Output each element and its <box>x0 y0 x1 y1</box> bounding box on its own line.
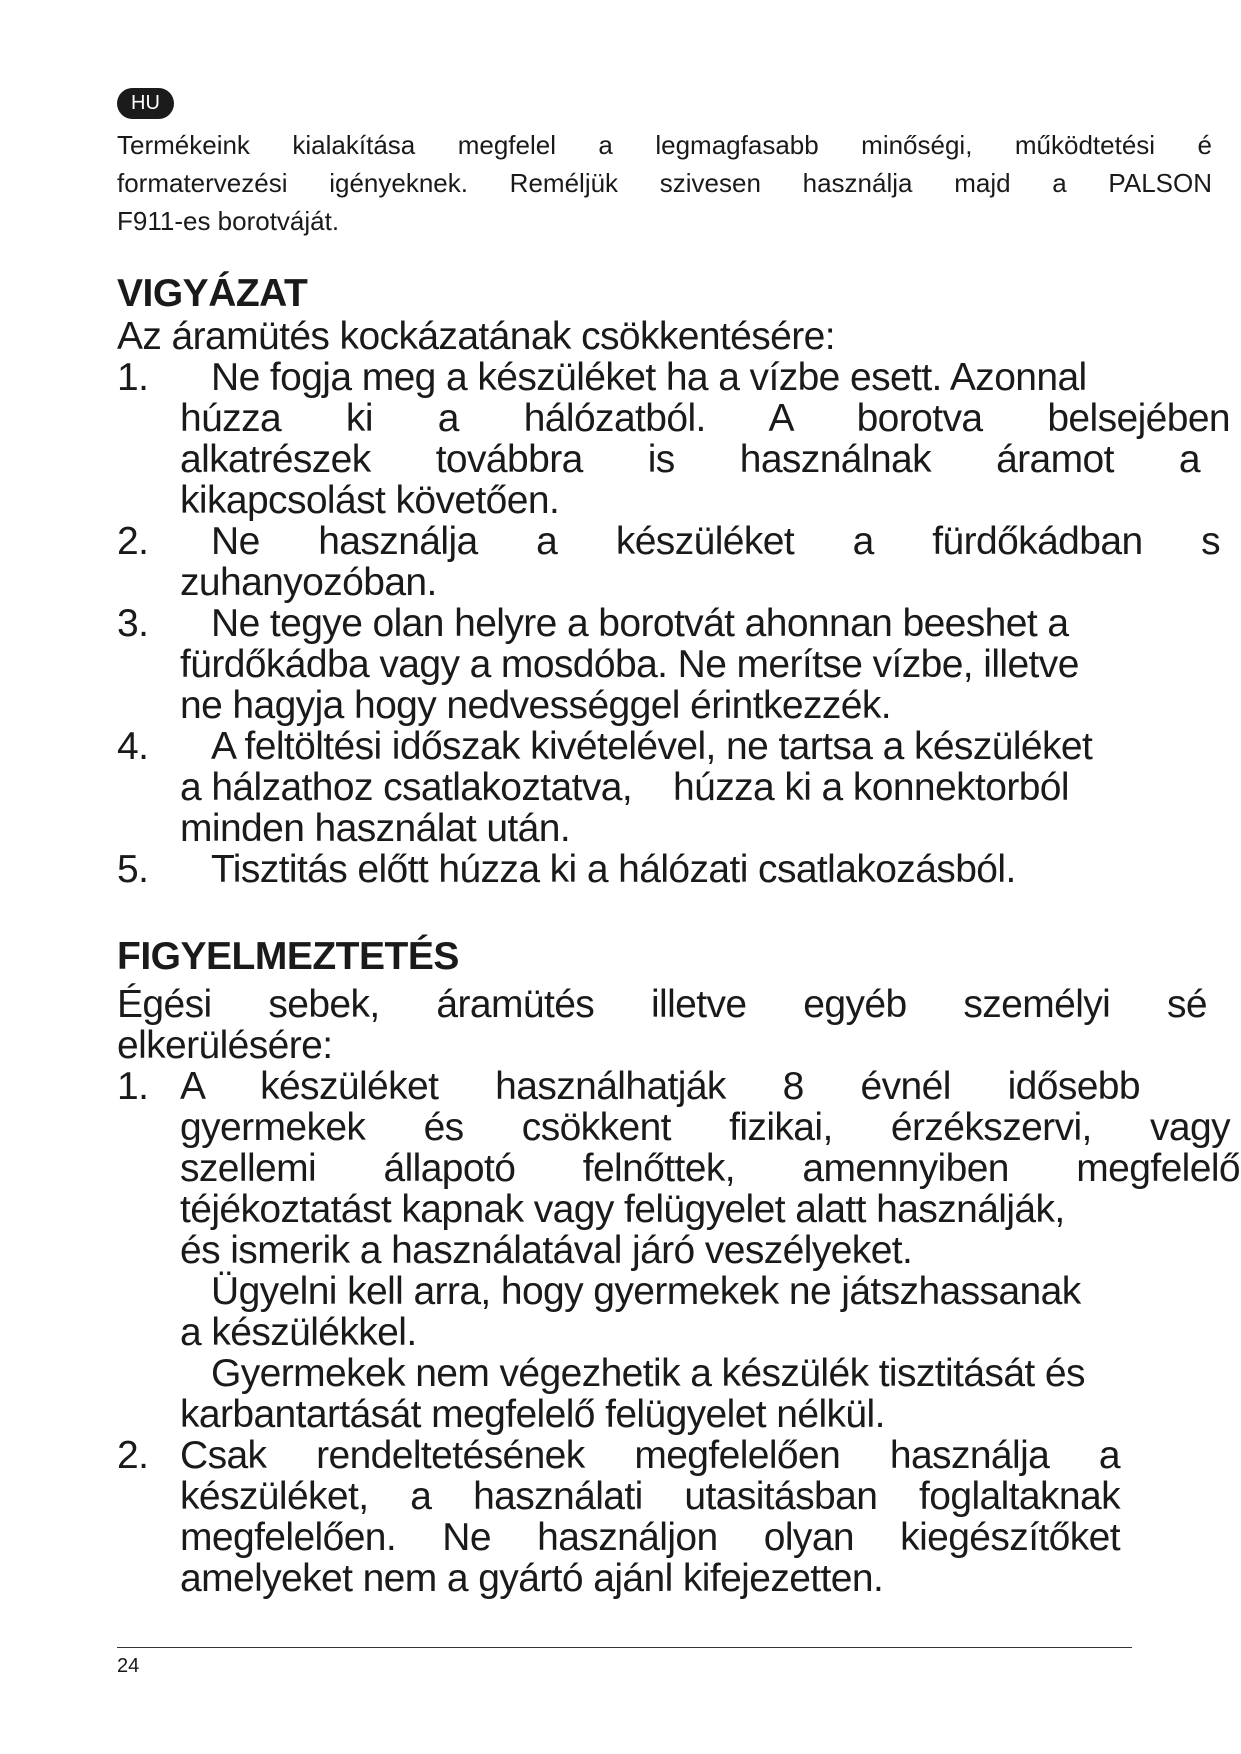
intro-line: Termékeink kialakítása megfelel a legmagfasabb minőségi, működtetési é <box>117 130 1212 160</box>
list-item <box>117 521 1227 603</box>
list-line: kikapcsolást követően. <box>180 479 560 522</box>
list-line: A készüléket használhatják 8 évnél idősebb <box>180 1065 1140 1108</box>
list-number: 4. <box>117 725 149 768</box>
list-line: Ne használja a készüléket a fürdőkádban s <box>211 520 1220 563</box>
list-line: ne hagyja hogy nedvességgel érintkezzék. <box>180 684 891 727</box>
page-number: 24 <box>117 1655 140 1677</box>
language-badge: HU <box>117 88 174 119</box>
list-line: minden használat után. <box>180 807 571 850</box>
list-item <box>117 603 1227 726</box>
list-line: karbantartását megfelelő felügyelet nélkül. <box>180 1393 885 1436</box>
list-number: 2. <box>117 520 149 563</box>
intro-line: F911-es borotváját. <box>117 206 340 236</box>
list-number: 5. <box>117 848 149 891</box>
list-item <box>117 356 1230 522</box>
list-line: húzza ki a hálózatból. A borotva belsejében <box>180 397 1230 440</box>
list-line: fürdőkádba vagy a mosdóba. Ne merítse vízbe, illetve <box>180 643 1079 686</box>
list-line: Tisztitás előtt húzza ki a hálózati csatlakozásból. <box>211 848 1016 891</box>
section-subtitle: Az áramütés kockázatának csökkentésére: <box>117 315 835 358</box>
list-item <box>117 726 1227 849</box>
list-line: amelyeket nem a gyártó ajánl kifejezetten. <box>180 1557 884 1600</box>
list-number: 3. <box>117 602 149 645</box>
section-figyelmeztetes-body <box>117 983 1240 1600</box>
list-number: 1. <box>117 1065 149 1108</box>
section-subtitle: elkerülésére: <box>117 1024 333 1067</box>
list-line: és ismerik a használatával járó veszélyeket. <box>180 1229 913 1272</box>
list-line: téjékoztatást kapnak vagy felügyelet alatt használják, <box>180 1188 1065 1231</box>
section-subtitle: Égési sebek, áramütés illetve egyéb személyi sé <box>117 983 1207 1026</box>
section-vigyazat-body <box>117 315 1230 891</box>
list-line: alkatrészek továbbra is használnak áramot a <box>180 438 1200 481</box>
footer-divider <box>117 1647 1132 1648</box>
list-item <box>117 1065 1240 1436</box>
list-item <box>117 1435 1227 1599</box>
list-line: gyermekek és csökkent fizikai, érzékszervi, vagy <box>180 1106 1230 1149</box>
list-line: szellemi állapotó felnőttek, amennyiben megfelelő <box>180 1147 1240 1190</box>
list-line: a készülékkel. <box>180 1311 417 1354</box>
section-heading-vigyazat: VIGYÁZAT <box>117 272 308 315</box>
list-line: Gyermekek nem végezhetik a készülék tisztitását és <box>211 1352 1085 1395</box>
list-line: megfelelően. Ne használjon olyan kiegészítőket <box>180 1516 1120 1559</box>
list-line: Ne tegye olan helyre a borotvát ahonnan beeshet a <box>211 602 1069 645</box>
list-line: A feltöltési időszak kivételével, ne tartsa a készüléket <box>211 725 1093 768</box>
list-line: készüléket, a használati utasitásban foglaltaknak <box>180 1475 1120 1518</box>
intro-paragraph <box>117 126 1212 240</box>
list-number: 2. <box>117 1434 149 1477</box>
list-number: 1. <box>117 356 149 399</box>
list-line: zuhanyozóban. <box>180 561 437 604</box>
list-line: Ügyelni kell arra, hogy gyermekek ne játszhassanak <box>211 1270 1081 1313</box>
list-line: Ne fogja meg a készüléket ha a vízbe esett. Azonnal <box>211 356 1087 399</box>
list-line: a hálzathoz csatlakoztatva, húzza ki a konnektorból <box>180 766 1069 809</box>
section-heading-figyelmeztetes: FIGYELMEZTETÉS <box>117 935 459 978</box>
list-item <box>117 849 1227 890</box>
list-line: Csak rendeltetésének megfelelően használja a <box>180 1434 1120 1477</box>
intro-line: formatervezési igényeknek. Reméljük szivesen használja majd a PALSON <box>117 168 1212 198</box>
